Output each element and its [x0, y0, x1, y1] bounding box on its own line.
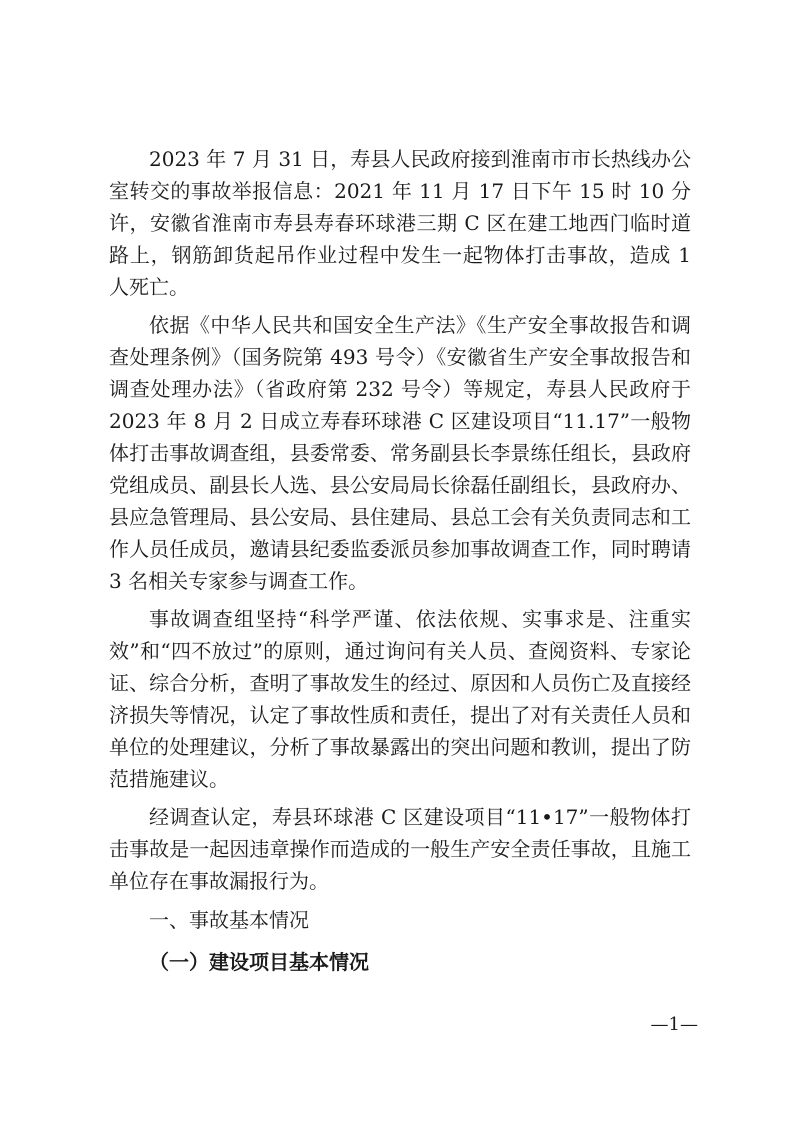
document-body — [109, 143, 691, 979]
section-heading: 一、事故基本情况 — [149, 908, 309, 932]
page-number: —1— — [650, 1014, 698, 1035]
paragraph-3: 事故调查组坚持“科学严谨、依法依规、实事求是、注重实效”和“四不放过”的原则，通过询问有关人员、查阅资料、专家论证、综合分析，查明了事故发生的经过、原因和人员伤亡及直接经济损失等情况，认定了事故性质和责任，提出了对有关责任人员和单位的处理建议，分析了事故暴露出的突出问题和教训，提出了防范措施建议。 — [109, 607, 691, 791]
paragraph-4: 经调查认定，寿县环球港 C 区建设项目“11•17”一般物体打击事故是一起因违章操作而造成的一般生产安全责任事故，且施工单位存在事故漏报行为。 — [109, 805, 691, 893]
paragraph-2: 依据《中华人民共和国安全生产法》《生产安全事故报告和调查处理条例》（国务院第 493 号令）《安徽省生产安全事故报告和调查处理办法》（省政府第 232 号令）等规定，寿县人民政府于 2023 年 8 月 2 日成立寿春环球港 C 区建设项目“11.17”一般物体打击事故调查组，县委常委、常务副县长李景练任组长，县政府党组成员、副县长人选、县公安局局长徐磊任副组长，县政府办、县应急管理局、县公安局、县住建局、县总工会有关负责同志和工作人员任成员，邀请县纪委监委派员参加事故调查工作，同时聘请 3 名相关专家参与调查工作。 — [109, 313, 691, 593]
subsection-heading: （一）建设项目基本情况 — [149, 950, 369, 974]
paragraph-1: 2023 年 7 月 31 日，寿县人民政府接到淮南市市长热线办公室转交的事故举报信息：2021 年 11 月 17 日下午 15 时 10 分许，安徽省淮南市寿县寿春环球港三期 C 区在建工地西门临时道路上，钢筋卸货起吊作业过程中发生一起物体打击事故，造成 1 人死亡。 — [109, 147, 691, 299]
